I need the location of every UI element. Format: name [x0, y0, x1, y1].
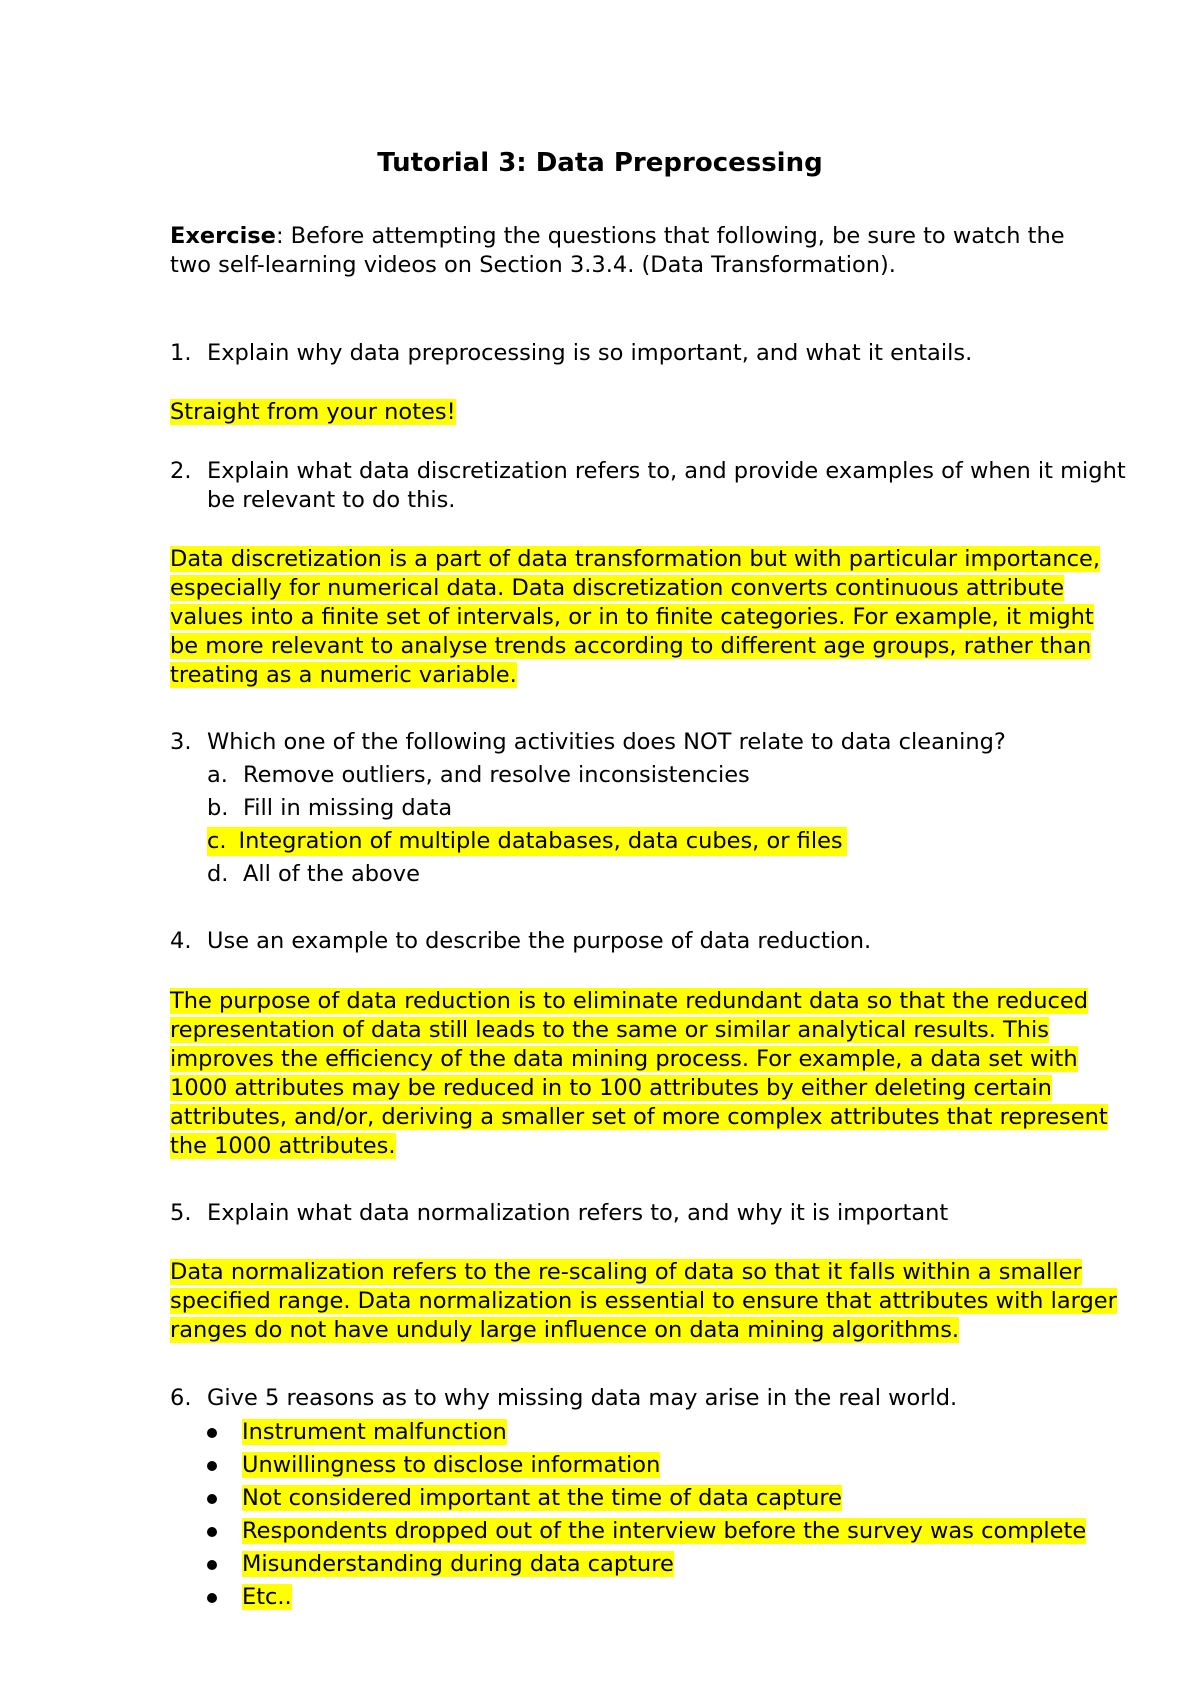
- answer-2-line: [170, 603, 1094, 632]
- answer-2-line: [170, 632, 1091, 661]
- answer-5-text: Data normalization refers to the re-scaling of data so that it falls within a smaller: [170, 1259, 1082, 1285]
- bullet-text: Etc..: [242, 1584, 292, 1610]
- option-letter: d.: [207, 861, 229, 887]
- answer-2-line: [170, 661, 517, 690]
- bullet-item: [242, 1451, 660, 1480]
- option-letter: b.: [207, 795, 229, 821]
- bullet-item: [242, 1583, 292, 1612]
- option-text: All of the above: [243, 861, 420, 887]
- answer-1-text: Straight from your notes!: [170, 399, 456, 425]
- answer-4-line: [170, 1016, 1049, 1045]
- answer-4-line: [170, 1132, 396, 1161]
- question-3-text: Which one of the following activities does NOT relate to data cleaning?: [207, 729, 1006, 755]
- answer-4-text: attributes, and/or, deriving a smaller set of more complex attributes that represent: [170, 1104, 1108, 1130]
- question-5-number: 5.: [170, 1200, 192, 1226]
- exercise-label: Exercise: [170, 223, 276, 249]
- bullet-item: [242, 1418, 507, 1447]
- answer-5-text: ranges do not have unduly large influence on data mining algorithms.: [170, 1317, 960, 1343]
- bullet-icon: [207, 1527, 217, 1537]
- answer-4-text: improves the efficiency of the data mining process. For example, a data set with: [170, 1046, 1078, 1072]
- question-2-text-line: be relevant to do this.: [207, 487, 456, 513]
- answer-2-text: Data discretization is a part of data transformation but with particular importance,: [170, 546, 1100, 572]
- answer-5-line: [170, 1287, 1117, 1316]
- answer-4-text: 1000 attributes may be reduced in to 100 attributes by either deleting certain: [170, 1075, 1052, 1101]
- bullet-text: Unwillingness to disclose information: [242, 1452, 661, 1478]
- bullet-icon: [207, 1428, 217, 1438]
- answer-2-text: values into a finite set of intervals, or in to finite categories. For example, it might: [170, 604, 1094, 630]
- bullet-text: Respondents dropped out of the interview before the survey was complete: [242, 1518, 1087, 1544]
- question-1-number: 1.: [170, 340, 192, 366]
- answer-2-line: [170, 545, 1100, 574]
- question-4-text: Use an example to describe the purpose of data reduction.: [207, 928, 872, 954]
- option-text: Fill in missing data: [243, 795, 453, 821]
- bullet-icon: [207, 1593, 217, 1603]
- answer-5-line: [170, 1258, 1082, 1287]
- option-text: Integration of multiple databases, data cubes, or files: [238, 828, 843, 854]
- bullet-icon: [207, 1461, 217, 1471]
- bullet-text: Misunderstanding during data capture: [242, 1551, 674, 1577]
- option-letter: c.: [207, 828, 227, 854]
- bullet-text: Instrument malfunction: [242, 1419, 507, 1445]
- answer-2-text: be more relevant to analyse trends according to different age groups, rather than: [170, 633, 1092, 659]
- exercise-text-1: : Before attempting the questions that following, be sure to watch the: [275, 223, 1065, 249]
- bullet-item: [242, 1517, 1086, 1546]
- question-2-number: 2.: [170, 458, 192, 484]
- option-text: Remove outliers, and resolve inconsistencies: [243, 762, 750, 788]
- option-letter: a.: [207, 762, 228, 788]
- bullet-item: [242, 1484, 842, 1513]
- exercise-line-1: [170, 222, 1065, 251]
- question-6-text: Give 5 reasons as to why missing data may arise in the real world.: [207, 1385, 958, 1411]
- page-title: Tutorial 3: Data Preprocessing: [377, 148, 823, 178]
- question-6-number: 6.: [170, 1385, 192, 1411]
- answer-4-text: The purpose of data reduction is to eliminate redundant data so that the reduced: [170, 988, 1088, 1014]
- bullet-item: [242, 1550, 674, 1579]
- answer-4-line: [170, 1045, 1078, 1074]
- exercise-line-2: two self-learning videos on Section 3.3.4. (Data Transformation).: [170, 252, 896, 278]
- question-5-text: Explain what data normalization refers to, and why it is important: [207, 1200, 949, 1226]
- answer-2-line: [170, 574, 1064, 603]
- bullet-icon: [207, 1494, 217, 1504]
- question-4-number: 4.: [170, 928, 192, 954]
- bullet-icon: [207, 1560, 217, 1570]
- answer-4-text: representation of data still leads to the same or similar analytical results. This: [170, 1017, 1050, 1043]
- answer-4-text: the 1000 attributes.: [170, 1133, 396, 1159]
- question-2-text-line: Explain what data discretization refers to, and provide examples of when it might: [207, 458, 1126, 484]
- option-c-highlighted: [207, 827, 847, 856]
- answer-2-text: especially for numerical data. Data discretization converts continuous attribute: [170, 575, 1065, 601]
- answer-5-text: specified range. Data normalization is essential to ensure that attributes with larger: [170, 1288, 1117, 1314]
- answer-2-text: treating as a numeric variable.: [170, 662, 517, 688]
- answer-4-line: [170, 1103, 1108, 1132]
- answer-5-line: [170, 1316, 959, 1345]
- answer-4-line: [170, 1074, 1052, 1103]
- answer-1: [170, 398, 456, 427]
- question-3-number: 3.: [170, 729, 192, 755]
- question-1-text: Explain why data preprocessing is so important, and what it entails.: [207, 340, 973, 366]
- answer-4-line: [170, 987, 1088, 1016]
- bullet-text: Not considered important at the time of data capture: [242, 1485, 843, 1511]
